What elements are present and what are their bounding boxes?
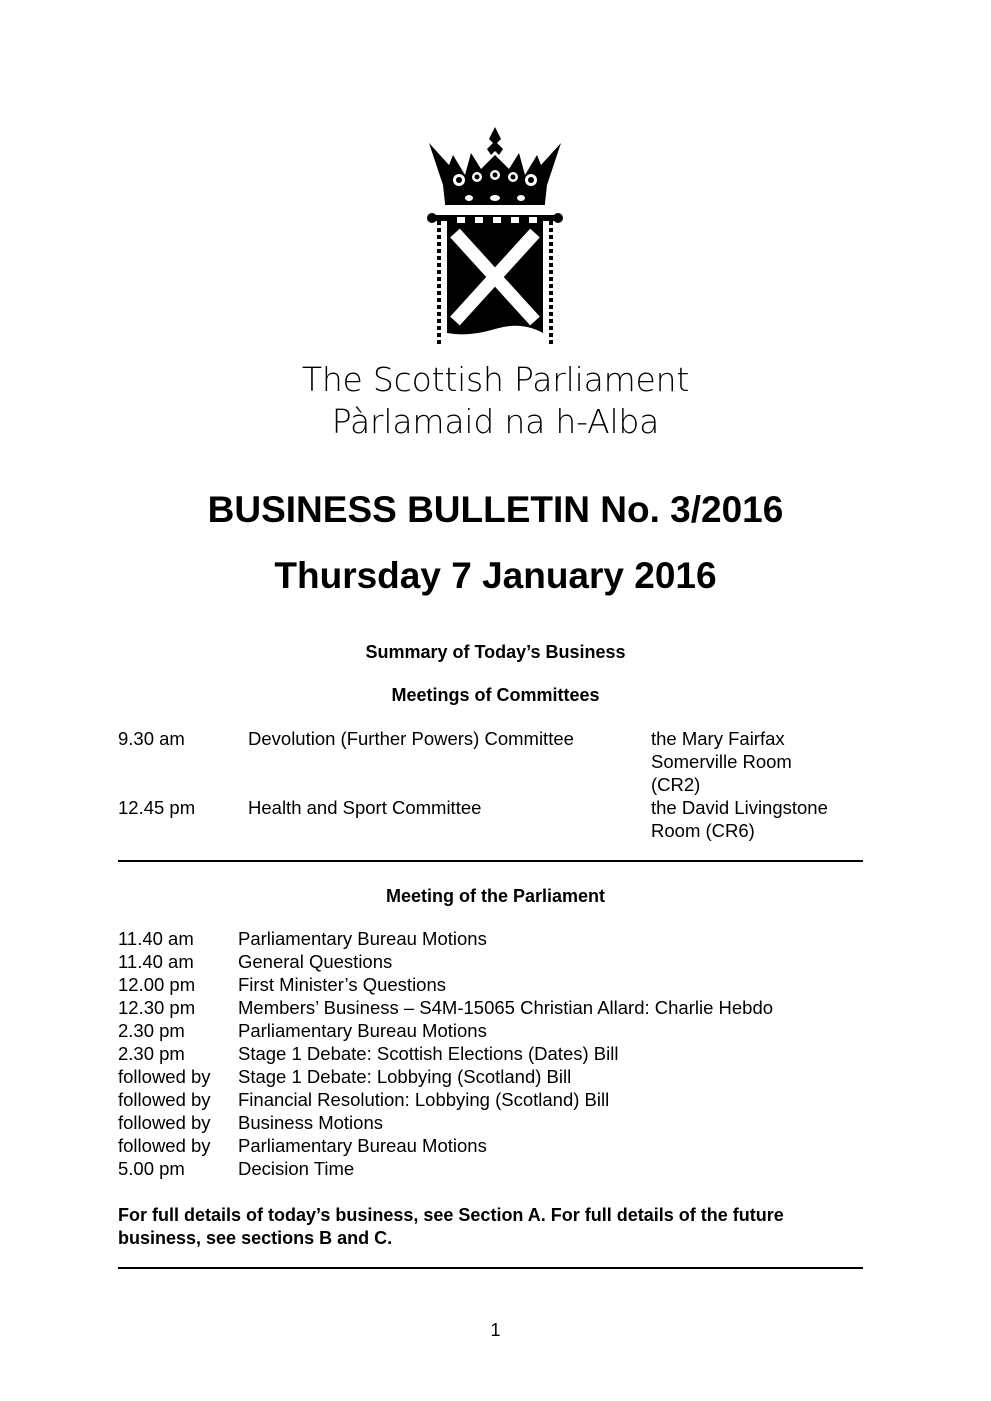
committee-room-line: Somerville Room	[651, 751, 792, 772]
committee-room-line: (CR2)	[651, 774, 701, 795]
section-divider	[118, 1267, 863, 1269]
schedule-time: 2.30 pm	[118, 1043, 185, 1064]
schedule-time: followed by	[118, 1112, 211, 1133]
section-divider	[118, 860, 863, 862]
schedule-item: Decision Time	[238, 1158, 355, 1179]
schedule-item: General Questions	[238, 951, 393, 972]
committee-room-line: the Mary Fairfax	[651, 728, 785, 749]
schedule-time: 11.40 am	[118, 951, 194, 972]
schedule-item: Parliamentary Bureau Motions	[238, 928, 487, 949]
committee-time: 9.30 am	[118, 728, 185, 749]
schedule-time: 2.30 pm	[118, 1020, 185, 1041]
schedule-time: 12.00 pm	[118, 974, 196, 995]
committee-room-line: Room (CR6)	[651, 820, 755, 841]
parliament-name-gaelic: Pàrlamaid na h-Alba	[331, 402, 660, 441]
schedule-item: Business Motions	[238, 1112, 383, 1133]
schedule-item: Members’ Business – S4M-15065 Christian Allard: Charlie Hebdo	[238, 997, 774, 1018]
full-details-note-line: For full details of today’s business, see Section A. For full details of the future	[118, 1205, 784, 1225]
committee-room-line: the David Livingstone	[651, 797, 828, 818]
parliament-heading: Meeting of the Parliament	[385, 886, 606, 906]
schedule-item: Financial Resolution: Lobbying (Scotland) Bill	[238, 1089, 610, 1110]
schedule-time: 12.30 pm	[118, 997, 196, 1018]
schedule-time: followed by	[118, 1135, 211, 1156]
schedule-item: Parliamentary Bureau Motions	[238, 1135, 487, 1156]
full-details-note-line: business, see sections B and C.	[118, 1228, 393, 1248]
schedule-item: First Minister’s Questions	[238, 974, 447, 995]
page-number: 1	[490, 1320, 501, 1340]
schedule-time: followed by	[118, 1066, 211, 1087]
schedule-item: Parliamentary Bureau Motions	[238, 1020, 487, 1041]
summary-heading: Summary of Today’s Business	[365, 642, 626, 662]
schedule-time: 5.00 pm	[118, 1158, 185, 1179]
schedule-item: Stage 1 Debate: Scottish Elections (Dates) Bill	[238, 1043, 619, 1064]
bulletin-title: BUSINESS BULLETIN No. 3/2016	[207, 489, 784, 530]
parliament-name-english: The Scottish Parliament	[301, 360, 690, 399]
schedule-time: 11.40 am	[118, 928, 194, 949]
schedule-item: Stage 1 Debate: Lobbying (Scotland) Bill	[238, 1066, 572, 1087]
committees-heading: Meetings of Committees	[391, 685, 600, 705]
committee-name: Devolution (Further Powers) Committee	[248, 728, 574, 749]
schedule-time: followed by	[118, 1089, 211, 1110]
committee-time: 12.45 pm	[118, 797, 196, 818]
committee-name: Health and Sport Committee	[248, 797, 482, 818]
scottish-parliament-logo-icon	[425, 125, 565, 347]
bulletin-date: Thursday 7 January 2016	[274, 555, 717, 596]
